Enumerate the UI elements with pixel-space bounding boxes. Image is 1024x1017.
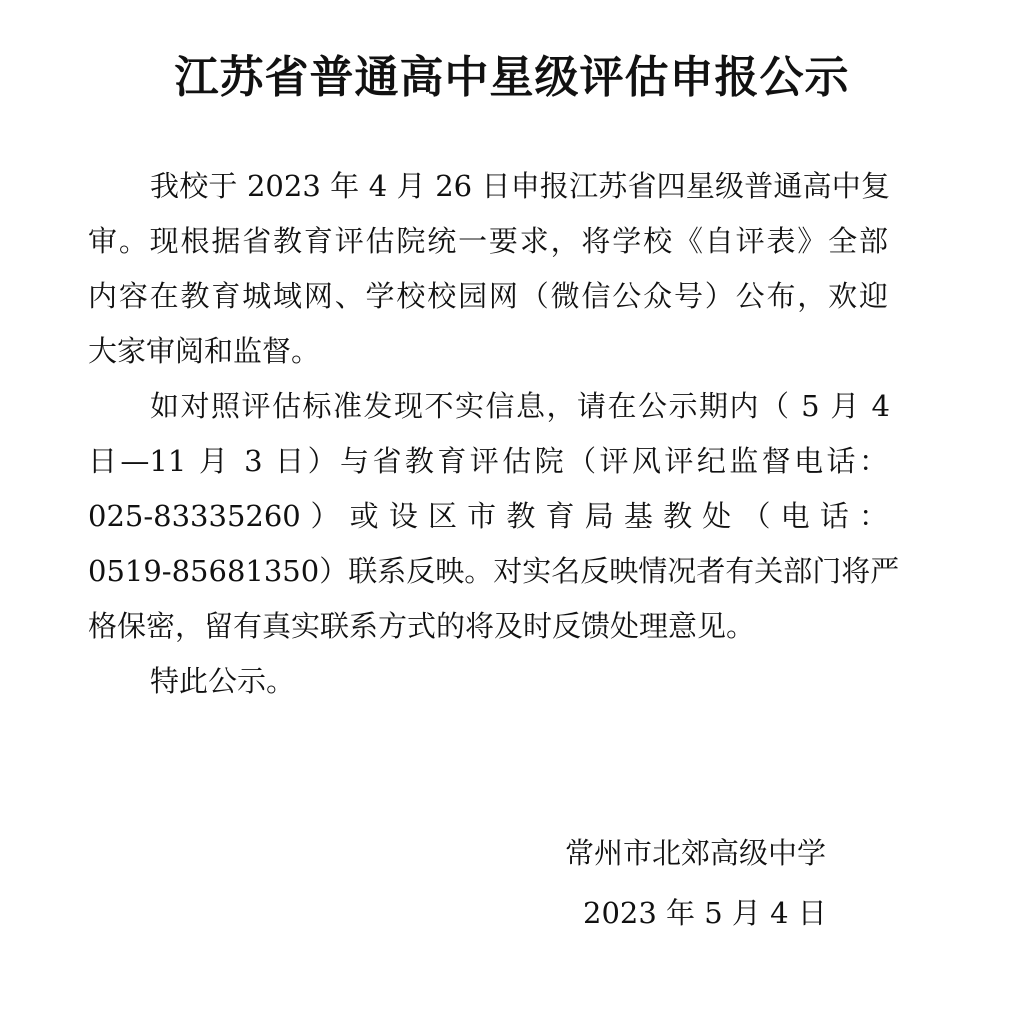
paragraph-1-line-1: 我校于 2023 年 4 月 26 日申报江苏省四星级普通高中复 [150,169,890,203]
paragraph-1-line-4: 大家审阅和监督。 [88,334,321,368]
paragraph-2-line-3: 025-83335260 ） 或 设 区 市 教 育 局 基 教 处 （ 电 话 ： [88,499,888,533]
paragraph-3-line-1: 特此公示。 [150,664,296,698]
signature-organization: 常州市北郊高级中学 [565,836,827,870]
paragraph-1-line-3: 内容在教育城域网、学校校园网（微信公众号）公布，欢迎 [88,279,888,313]
paragraph-2-line-1: 如对照评估标准发现不实信息，请在公示期内（ 5 月 4 [150,389,890,423]
document-title: 江苏省普通高中星级评估申报公示 [174,52,850,103]
paragraph-2-line-5: 格保密，留有真实联系方式的将及时反馈处理意见。 [88,609,756,643]
signature-date: 2023 年 5 月 4 日 [583,896,827,930]
paragraph-1-line-2: 审。现根据省教育评估院统一要求，将学校《自评表》全部 [88,224,888,258]
paragraph-2-line-2: 日—11 月 3 日）与省教育评估院（评风评纪监督电话： [88,444,888,478]
paragraph-2-line-4: 0519-85681350）联系反映。对实名反映情况者有关部门将严 [88,554,900,588]
